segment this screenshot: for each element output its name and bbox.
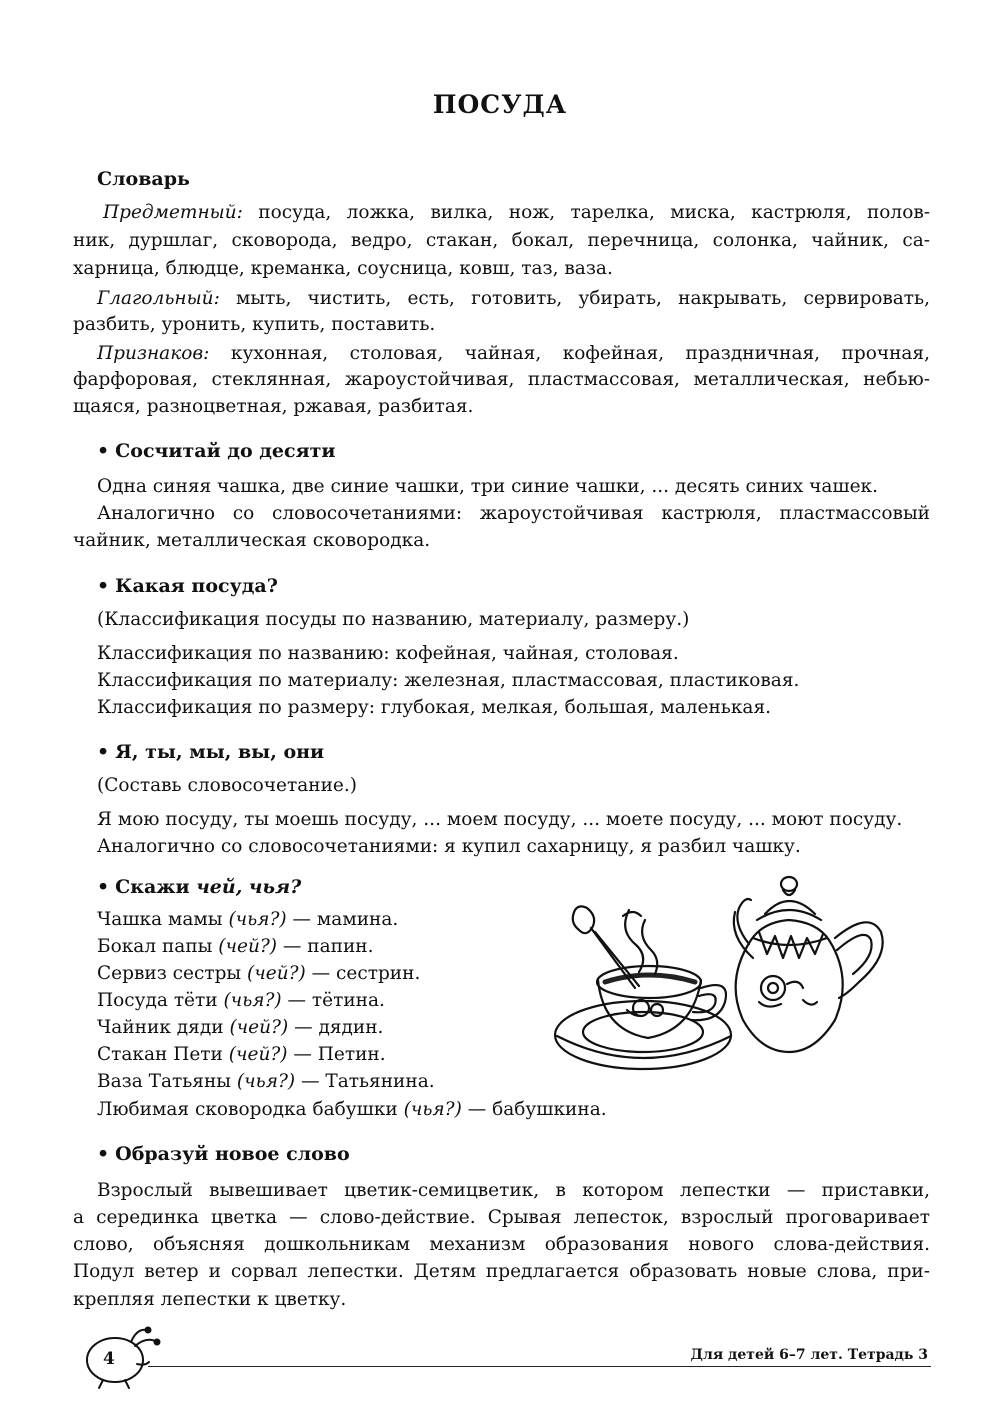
- footer-caption: Для детей 6–7 лет. Тетрадь 3: [690, 1347, 928, 1363]
- count-line-2: Аналогично со словосочетаниями: жароустойчивая кастрюля, пластмассовый: [97, 503, 930, 524]
- attr-label: Признаков:: [97, 343, 210, 364]
- subject-label: Предметный:: [103, 202, 243, 223]
- whose-row: Чашка мамы (чья?) — мамина.: [97, 909, 399, 930]
- page-number: 4: [103, 1349, 115, 1369]
- newword-line-5: крепляя лепестки к цветку.: [73, 1289, 347, 1310]
- count-line-3: чайник, металлическая сковородка.: [73, 530, 431, 551]
- dictionary-attr-line-3: щаяся, разноцветная, ржавая, разбитая.: [73, 396, 474, 417]
- count-line-1: Одна синяя чашка, две синие чашки, три синие чашки, ... десять синих чашек.: [97, 476, 878, 497]
- section-heading-newword: • Образуй новое слово: [97, 1143, 350, 1165]
- which-line-1: Классификация по названию: кофейная, чайная, столовая.: [97, 643, 679, 664]
- attr-text-1: кухонная, столовая, чайная, кофейная, праздничная, прочная,: [230, 343, 930, 364]
- section-heading-pronouns: • Я, ты, мы, вы, они: [97, 741, 325, 763]
- which-line-3: Классификация по размеру: глубокая, мелкая, большая, маленькая.: [97, 697, 771, 718]
- whose-row: Чайник дяди (чей?) — дядин.: [97, 1017, 384, 1038]
- pronouns-note: (Составь словосочетание.): [97, 775, 357, 796]
- whose-row: Бокал папы (чей?) — папин.: [97, 936, 374, 957]
- subject-text-1: посуда, ложка, вилка, нож, тарелка, миска, кастрюля, полов-: [258, 202, 930, 223]
- dictionary-verb-line-1: [97, 285, 930, 312]
- teapot-and-cup-illustration: [553, 860, 893, 1090]
- whose-row: Любимая сковородка бабушки (чья?) — бабушкина.: [97, 1099, 607, 1120]
- verb-text-1: мыть, чистить, есть, готовить, убирать, накрывать, сервировать,: [236, 288, 930, 309]
- which-note: (Классификация посуды по названию, материалу, размеру.): [97, 609, 690, 630]
- page-title: ПОСУДА: [432, 90, 568, 119]
- section-heading-count: • Сосчитай до десяти: [97, 440, 336, 462]
- dictionary-subject-line-2: ник, дуршлаг, сковорода, ведро, стакан, бокал, перечница, солонка, чайник, са-: [73, 230, 930, 251]
- newword-line-4: Подул ветер и сорвал лепестки. Детям предлагается образовать новые слова, при-: [73, 1261, 930, 1282]
- whose-row: Сервиз сестры (чей?) — сестрин.: [97, 963, 421, 984]
- newword-line-1: Взрослый вывешивает цветик-семицветик, в котором лепестки — приставки,: [97, 1180, 930, 1201]
- newword-line-3: слово, объясняя дошкольникам механизм образования нового слова-действия.: [73, 1234, 930, 1255]
- section-heading-dictionary: Словарь: [97, 168, 190, 190]
- dictionary-subject-line-1: [103, 199, 930, 226]
- whose-row: Стакан Пети (чей?) — Петин.: [97, 1044, 386, 1065]
- dictionary-subject-line-3: харница, блюдце, креманка, соусница, ковш, таз, ваза.: [73, 258, 613, 279]
- dictionary-attr-line-1: [97, 340, 930, 367]
- pronouns-line-1: Я мою посуду, ты моешь посуду, ... моем посуду, ... моете посуду, ... моют посуду.: [97, 809, 903, 830]
- whose-row: Посуда тёти (чья?) — тётина.: [97, 990, 385, 1011]
- section-heading-whose: • Скажи чей, чья?: [97, 876, 302, 898]
- dictionary-attr-line-2: фарфоровая, стеклянная, жароустойчивая, пластмассовая, металлическая, небью-: [73, 369, 930, 390]
- which-line-2: Классификация по материалу: железная, пластмассовая, пластиковая.: [97, 670, 800, 691]
- section-heading-which: • Какая посуда?: [97, 575, 278, 597]
- pronouns-line-2: Аналогично со словосочетаниями: я купил сахарницу, я разбил чашку.: [97, 836, 801, 857]
- newword-line-2: а серединка цветка — слово-действие. Срывая лепесток, взрослый проговаривает: [73, 1207, 930, 1228]
- dictionary-verb-line-2: разбить, уронить, купить, поставить.: [73, 314, 436, 335]
- bug-page-ornament-icon: [85, 1322, 165, 1392]
- verb-label: Глагольный:: [97, 288, 220, 309]
- footer-rule: [148, 1366, 931, 1367]
- whose-row: Ваза Татьяны (чья?) — Татьянина.: [97, 1071, 435, 1092]
